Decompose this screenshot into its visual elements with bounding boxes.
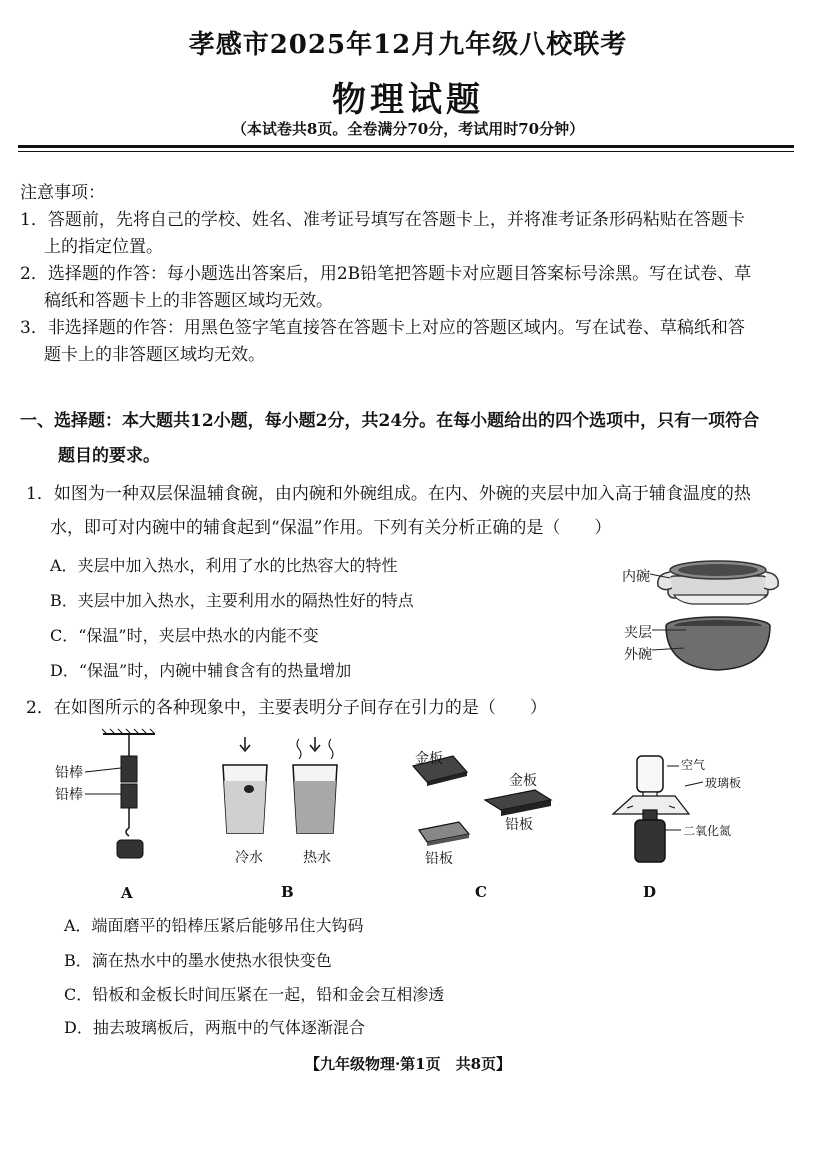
q2-option-c: C．铅板和金板长时间压紧在一起，铅和金会互相渗透 xyxy=(64,985,445,1004)
q2-stem: 2．在如图所示的各种现象中，主要表明分子间存在引力的是（ ） xyxy=(26,698,547,718)
notes-title: 注意事项： xyxy=(20,183,105,203)
q1-option-d: D．“保温”时，内碗中辅食含有的热量增加 xyxy=(50,661,352,680)
label-layer: 夹层 xyxy=(624,625,652,641)
label-lead-rod-bottom: 铅棒 xyxy=(55,787,83,803)
q2-option-d: D．抽去玻璃板后，两瓶中的气体逐渐混合 xyxy=(64,1018,365,1037)
label-lead-plate-2: 铅板 xyxy=(505,817,533,833)
q2-figure-c xyxy=(405,742,565,903)
ink-beakers-illustration xyxy=(215,735,355,845)
q2-figure-d xyxy=(605,752,755,903)
q2-figure-b xyxy=(215,735,355,903)
gas-jars-illustration xyxy=(605,752,755,872)
note-2-line1: 2．选择题的作答：每小题选出答案后，用2B铅笔把答题卡对应题目答案标号涂黑。写在试卷、草 xyxy=(20,264,752,284)
figure-letter-a: A xyxy=(121,884,133,902)
label-outer-bowl: 外碗 xyxy=(624,647,652,663)
figure-letter-c: C xyxy=(475,883,487,901)
label-lead-plate-1: 铅板 xyxy=(425,851,453,867)
q1-option-a: A．夹层中加入热水，利用了水的比热容大的特性 xyxy=(50,556,398,575)
note-3-line2: 题卡上的非答题区域均无效。 xyxy=(44,345,265,365)
label-no2: 二氧化氮 xyxy=(683,824,732,838)
note-1-line1: 1．答题前，先将自己的学校、姓名、准考证号填写在答题卡上，并将准考证条形码粘贴在答题卡 xyxy=(20,210,745,230)
q2-option-b: B．滴在热水中的墨水使热水很快变色 xyxy=(64,951,332,970)
figure-letter-b: B xyxy=(281,883,294,901)
q2-figure-a xyxy=(55,728,165,903)
header-rule-thin xyxy=(18,151,794,152)
header-rule xyxy=(18,145,794,148)
figure-letter-d: D xyxy=(643,883,657,901)
page-footer: 【九年级物理·第1页 共8页】 xyxy=(304,1055,512,1073)
section1-line2: 题目的要求。 xyxy=(58,446,160,466)
note-2-line2: 稿纸和答题卡上的非答题区域均无效。 xyxy=(44,291,333,311)
q1-bowl-figure xyxy=(620,550,800,695)
label-gold-plate-2: 金板 xyxy=(509,773,537,789)
label-lead-rod-top: 铅棒 xyxy=(55,765,83,781)
subject-title: 物理试题 xyxy=(332,80,484,120)
exam-info: （本试卷共8页。全卷满分70分，考试用时70分钟） xyxy=(231,120,585,138)
note-1-line2: 上的指定位置。 xyxy=(44,237,163,257)
note-3-line1: 3．非选择题的作答：用黑色签字笔直接答在答题卡上对应的答题区域内。写在试卷、草稿纸和答 xyxy=(20,318,745,338)
label-glass-plate: 玻璃板 xyxy=(705,776,742,790)
label-inner-bowl: 内碗 xyxy=(622,569,650,585)
q2-option-a: A．端面磨平的铅棒压紧后能够吊住大钩码 xyxy=(64,916,364,935)
q1-option-c: C．“保温”时，夹层中热水的内能不变 xyxy=(50,626,319,645)
exam-title: 孝感市2025年12月九年级八校联考 xyxy=(188,30,628,60)
label-gold-plate-1: 金板 xyxy=(415,751,443,767)
section1-line1: 一、选择题：本大题共12小题，每小题2分，共24分。在每小题给出的四个选项中，只有一项符合 xyxy=(20,411,760,431)
q1-option-b: B．夹层中加入热水，主要利用水的隔热性好的特点 xyxy=(50,591,414,610)
q1-stem-line2: 水，即可对内碗中的辅食起到“保温”作用。下列有关分析正确的是（ ） xyxy=(50,518,612,538)
q1-stem-line1: 1．如图为一种双层保温辅食碗，由内碗和外碗组成。在内、外碗的夹层中加入高于辅食温度的热 xyxy=(26,484,751,504)
label-cold-water: 冷水 xyxy=(235,850,263,866)
label-air: 空气 xyxy=(681,758,706,772)
label-hot-water: 热水 xyxy=(303,850,331,866)
